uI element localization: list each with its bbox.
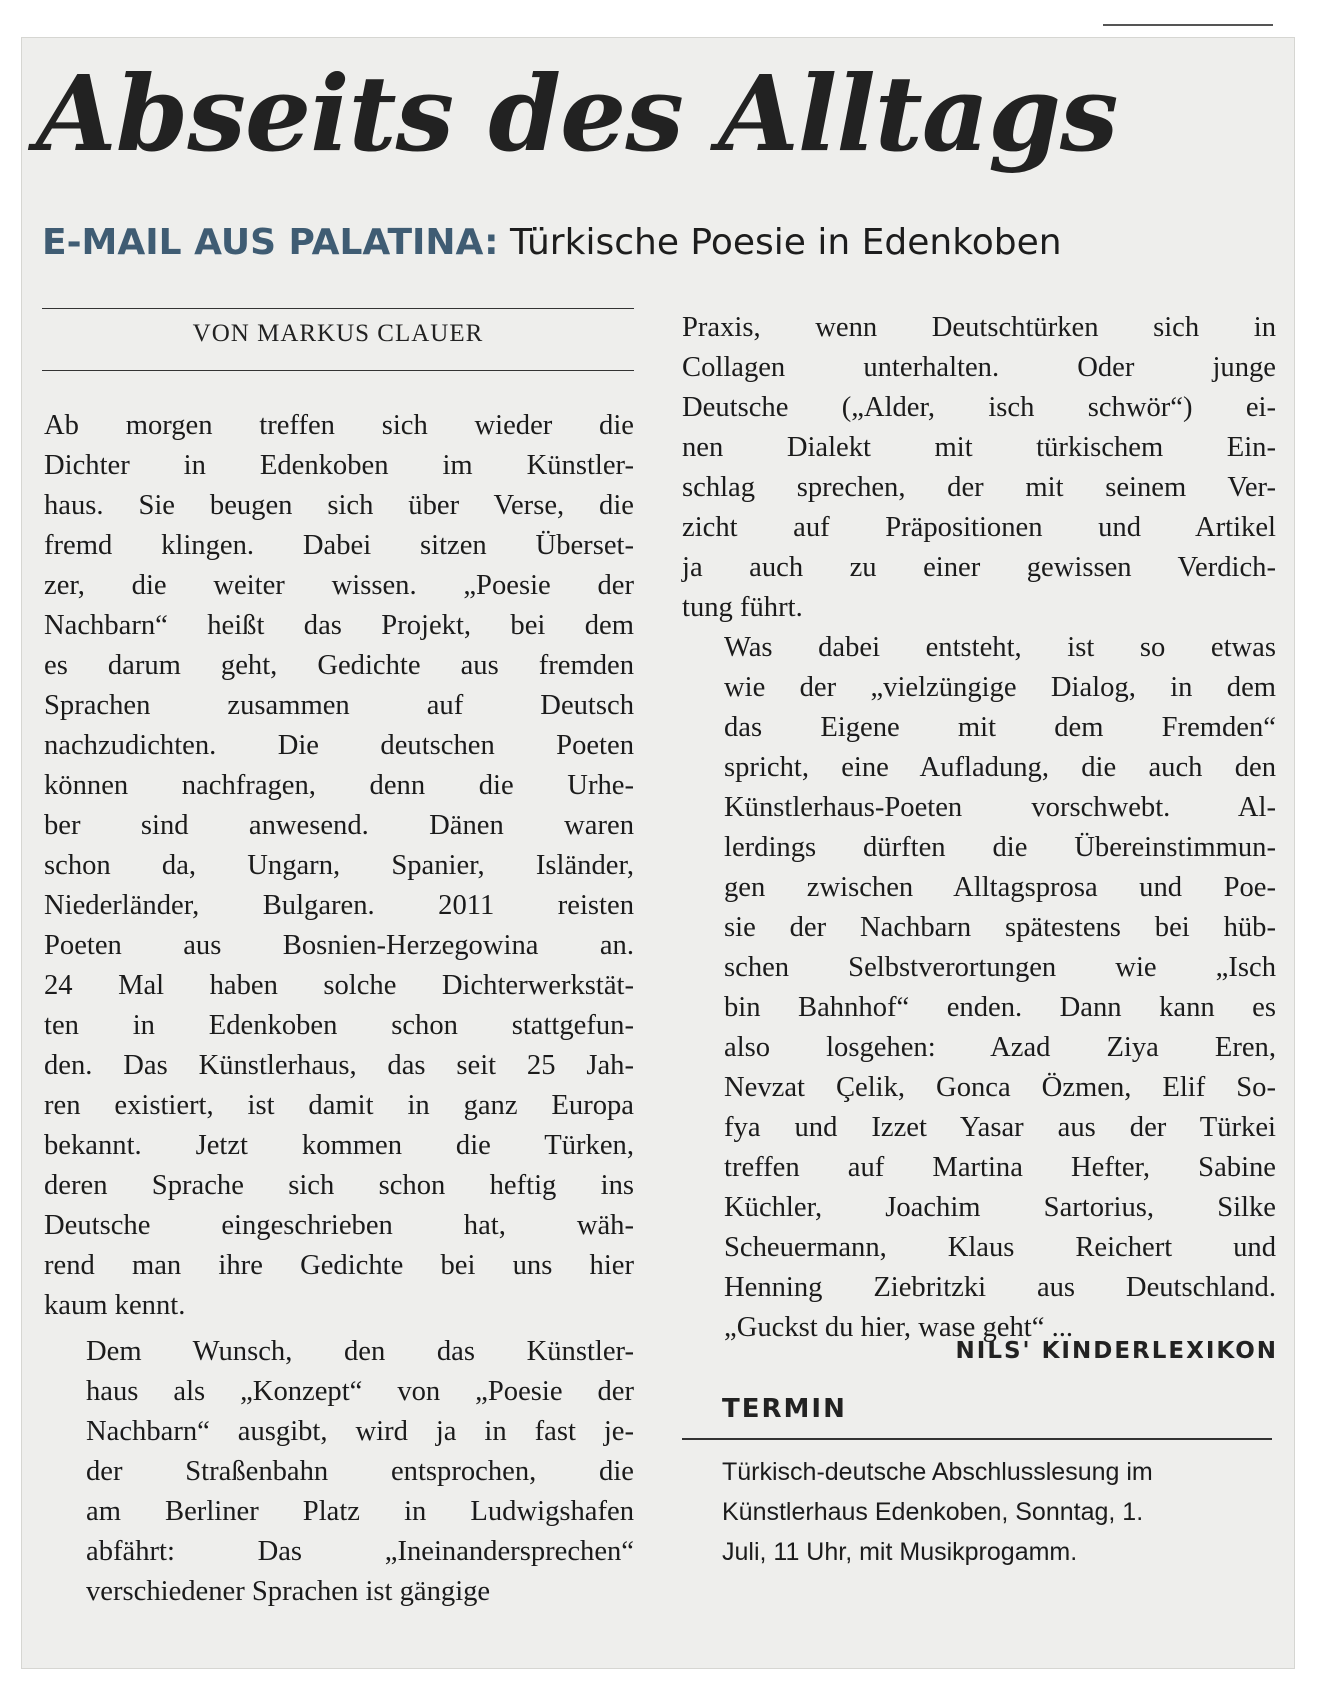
text-line: der Straßenbahn entsprochen, die: [86, 1456, 634, 1487]
text-line: Juli, 11 Uhr, mit Musikprogamm.: [722, 1538, 1078, 1566]
text-line: ja auch zu einer gewissen Verdich-: [682, 552, 1276, 583]
termin-body: [722, 1452, 1242, 1572]
text-line: Nachbarn“ ausgibt, wird ja in fast je-: [86, 1416, 634, 1447]
text-line: abfährt: Das „Ineinandersprechen“: [86, 1536, 634, 1567]
byline-rule-top: [42, 308, 634, 309]
headline: Abseits des Alltags: [36, 52, 1118, 175]
text-line: Was dabei entsteht, ist so etwas: [724, 632, 1276, 663]
termin-title: TERMIN: [722, 1394, 847, 1424]
text-line: nachzudichten. Die deutschen Poeten: [44, 730, 634, 761]
text-line: also losgehen: Azad Ziya Eren,: [724, 1032, 1276, 1063]
text-line: Türkisch-deutsche Abschlusslesung im: [722, 1458, 1153, 1486]
text-line: spricht, eine Aufladung, die auch den: [724, 752, 1276, 783]
text-line: lerdings dürften die Übereinstimmun-: [724, 832, 1276, 863]
text-line: Niederländer, Bulgaren. 2011 reisten: [44, 890, 634, 921]
text-line: ber sind anwesend. Dänen waren: [44, 810, 634, 841]
text-line: deren Sprache sich schon heftig ins: [44, 1170, 634, 1201]
text-line: treffen auf Martina Hefter, Sabine: [724, 1152, 1276, 1183]
text-line: bin Bahnhof“ enden. Dann kann es: [724, 992, 1276, 1023]
text-line: 24 Mal haben solche Dichterwerkstät-: [44, 970, 634, 1001]
text-line: Deutsche („Alder, isch schwör“) ei-: [682, 392, 1276, 423]
text-line: Sprachen zusammen auf Deutsch: [44, 690, 634, 721]
text-line: Dem Wunsch, den das Künstler-: [86, 1336, 634, 1367]
text-line: den. Das Künstlerhaus, das seit 25 Jah-: [44, 1050, 634, 1081]
text-line: Künstlerhaus Edenkoben, Sonntag, 1.: [722, 1498, 1144, 1526]
text-line: schen Selbstverortungen wie „Isch: [724, 952, 1276, 983]
byline: VON MARKUS CLAUER: [192, 320, 484, 347]
text-line: es darum geht, Gedichte aus fremden: [44, 650, 634, 681]
text-line: sie der Nachbarn spätestens bei hüb-: [724, 912, 1276, 943]
text-line: fya und Izzet Yasar aus der Türkei: [724, 1112, 1276, 1143]
text-line: tung führt.: [682, 592, 803, 623]
text-line: ren existiert, ist damit in ganz Europa: [44, 1090, 634, 1121]
text-line: Henning Ziebritzki aus Deutschland.: [724, 1272, 1276, 1303]
text-line: wie der „vielzüngige Dialog, in dem: [724, 672, 1276, 703]
text-line: schlag sprechen, der mit seinem Ver-: [682, 472, 1276, 503]
byline-rule-bottom: [42, 370, 634, 371]
top-rule: [1103, 24, 1273, 26]
text-line: gen zwischen Alltagsprosa und Poe-: [724, 872, 1276, 903]
text-line: Künstlerhaus-Poeten vorschwebt. Al-: [724, 792, 1276, 823]
text-line: Dichter in Edenkoben im Künstler-: [44, 450, 634, 481]
text-line: können nachfragen, denn die Urhe-: [44, 770, 634, 801]
left-column: [44, 406, 634, 1612]
text-line: Poeten aus Bosnien-Herzegowina an.: [44, 930, 634, 961]
text-line: Küchler, Joachim Sartorius, Silke: [724, 1192, 1276, 1223]
text-line: zer, die weiter wissen. „Poesie der: [44, 570, 634, 601]
paragraph: [44, 406, 634, 1326]
text-line: haus als „Konzept“ von „Poesie der: [86, 1376, 634, 1407]
text-line: das Eigene mit dem Fremden“: [724, 712, 1276, 743]
text-line: kaum kennt.: [44, 1290, 186, 1321]
termin-rule: [682, 1438, 1272, 1440]
text-line: zicht auf Präpositionen und Artikel: [682, 512, 1276, 543]
text-line: Nevzat Çelik, Gonca Özmen, Elif So-: [724, 1072, 1276, 1103]
text-line: schon da, Ungarn, Spanier, Isländer,: [44, 850, 634, 881]
text-line: nen Dialekt mit türkischem Ein-: [682, 432, 1276, 463]
text-line: verschiedener Sprachen ist gängige: [86, 1576, 491, 1607]
text-line: rend man ihre Gedichte bei uns hier: [44, 1250, 634, 1281]
text-line: „Guckst du hier, wase geht“ ...: [724, 1312, 1074, 1343]
text-line: fremd klingen. Dabei sitzen Überset-: [44, 530, 634, 561]
text-line: bekannt. Jetzt kommen die Türken,: [44, 1130, 634, 1161]
right-column: [682, 308, 1276, 1348]
text-line: Ab morgen treffen sich wieder die: [44, 410, 634, 441]
text-line: Praxis, wenn Deutschtürken sich in: [682, 312, 1276, 343]
text-line: am Berliner Platz in Ludwigshafen: [86, 1496, 634, 1527]
paragraph: [44, 1332, 634, 1612]
subtitle: Türkische Poesie in Edenkoben: [498, 222, 1062, 263]
text-line: Deutsche eingeschrieben hat, wäh-: [44, 1210, 634, 1241]
text-line: Scheuermann, Klaus Reichert und: [724, 1232, 1276, 1263]
text-line: ten in Edenkoben schon stattgefun-: [44, 1010, 634, 1041]
paragraph: [682, 628, 1276, 1348]
subheadline: [42, 218, 1262, 268]
paragraph: [682, 308, 1276, 628]
text-line: haus. Sie beugen sich über Verse, die: [44, 490, 634, 521]
kicker: E-MAIL AUS PALATINA:: [42, 222, 499, 263]
text-line: Nachbarn“ heißt das Projekt, bei dem: [44, 610, 634, 641]
text-line: Collagen unterhalten. Oder junge: [682, 352, 1276, 383]
signature: NILS' KINDERLEXIKON: [955, 1338, 1278, 1364]
